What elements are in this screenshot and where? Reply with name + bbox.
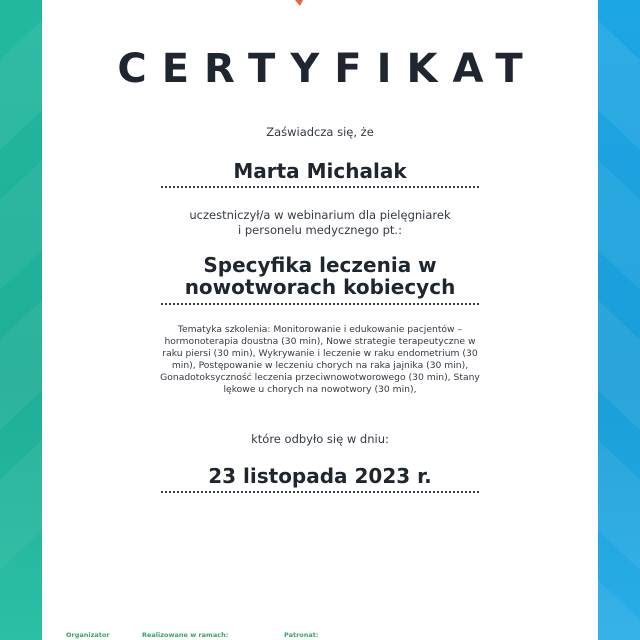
title-dotted-line <box>161 303 479 305</box>
webinar-title-line-2: nowotworach kobiecych <box>184 275 456 299</box>
topics-line-4: min), Postępowanie w leczeniu chorych na raka jajnika (30 min), <box>171 360 469 371</box>
date-dotted-line <box>161 491 479 493</box>
topics-line-6: lękowe u chorych na nowotwory (30 min), <box>223 384 417 395</box>
participation-line-2: i personelu medycznego pt.: <box>238 223 402 237</box>
topics-line-3: raku piersi (30 min), Wykrywanie i leczenie w raku endometrium (30 <box>162 348 478 359</box>
topics-line-5: Gonadotoksyczność leczenia przeciwnowotworowego (30 min), Stany <box>160 372 480 383</box>
right-decorative-band <box>598 0 640 640</box>
participation-line-1: uczestniczył/a w webinarium dla pielęgniarek <box>189 208 451 222</box>
patronage-label: Patronat: <box>284 631 319 639</box>
certificate-title: CERTYFIKAT <box>117 46 538 92</box>
topics-line-2: hormonoterapia doustna (30 min), Nowe strategie terapeutyczne w <box>164 336 476 347</box>
event-date: 23 listopada 2023 r. <box>208 464 432 488</box>
webinar-title-line-1: Specyfika leczenia w <box>203 253 437 277</box>
realized-label: Realizowane w ramach: <box>142 631 229 639</box>
recipient-name: Marta Michalak <box>233 159 407 183</box>
name-dotted-line <box>161 186 479 188</box>
date-intro: które odbyło się w dniu: <box>251 432 389 446</box>
attest-text: Zaświadcza się, że <box>266 125 374 139</box>
left-decorative-band <box>0 0 42 640</box>
top-logo-fragment-icon <box>294 0 304 6</box>
organizer-label: Organizator <box>66 631 110 639</box>
topics-line-1: Tematyka szkolenia: Monitorowanie i edukowanie pacjentów – <box>177 324 463 335</box>
